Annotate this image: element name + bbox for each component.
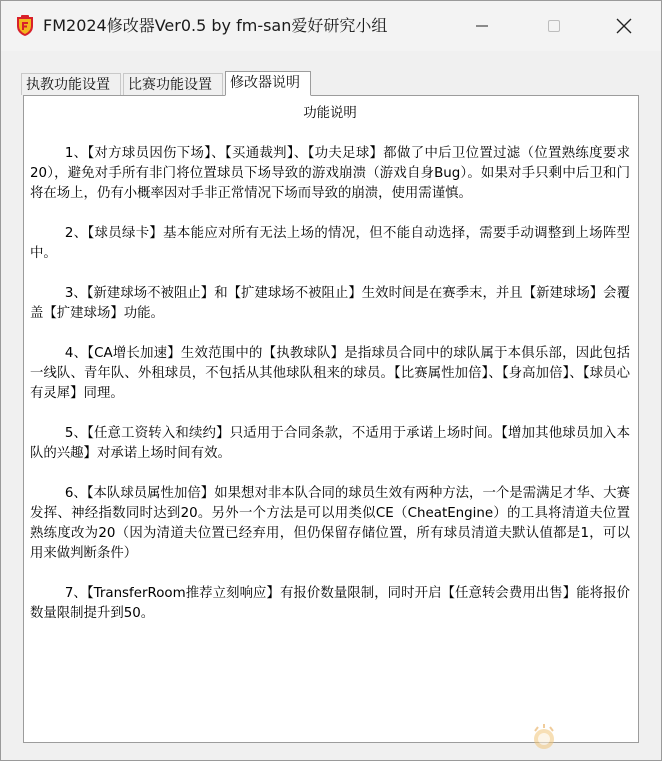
- minimize-button[interactable]: [459, 1, 505, 51]
- fm-shield-icon: [15, 15, 35, 37]
- tab-match-settings[interactable]: 比赛功能设置: [123, 73, 223, 95]
- instruction-paragraph: 3、【新建球场不被阻止】和【扩建球场不被阻止】生效时间是在赛季末，并且【新建球场】会覆盖【扩建球场】功能。: [30, 286, 630, 321]
- instruction-paragraph: 5、【任意工资转入和续约】只适用于合同条款，不适用于承诺上场时间。【增加其他球员加入本队的兴趣】对承诺上场时间有效。: [30, 426, 630, 461]
- title-bar[interactable]: [1, 1, 661, 51]
- instruction-paragraph: 7、【TransferRoom推荐立刻响应】有报价数量限制，同时开启【任意转会费用出售】能将报价数量限制提升到50。: [30, 586, 630, 621]
- instructions-text: [30, 104, 630, 644]
- minimize-icon: [475, 19, 489, 33]
- close-icon: [616, 18, 632, 34]
- maximize-button[interactable]: [531, 1, 577, 51]
- close-button[interactable]: [601, 1, 647, 51]
- watermark-logo-icon: [529, 723, 559, 753]
- window-title: FM2024修改器Ver0.5 by fm-san爱好研究小组: [43, 16, 388, 35]
- instructions-panel[interactable]: [23, 95, 639, 743]
- instruction-paragraph: 1、【对方球员因伤下场】、【买通裁判】、【功夫足球】都做了中后卫位置过滤（位置熟练度要求20），避免对手所有非门将位置球员下场导致的游戏崩溃（游戏自身Bug）。如果对手只剩中后卫和门将在场上，仍有小概率因对手非正常情况下场而导致的崩溃，使用需谨慎。: [30, 146, 630, 201]
- watermark: [529, 721, 659, 755]
- instruction-paragraph: 4、【CA增长加速】生效范围中的【执教球队】是指球员合同中的球队属于本俱乐部，因此包括一线队、青年队、外租球员，不包括从其他球队租来的球员。【比赛属性加倍】、【身高加倍】、【球员心有灵犀】同理。: [30, 346, 630, 401]
- maximize-icon: [547, 19, 561, 33]
- tab-coaching-settings[interactable]: 执教功能设置: [21, 73, 121, 95]
- doc-title: 功能说明: [303, 106, 357, 121]
- instruction-paragraph: 6、【本队球员属性加倍】如果想对非本队合同的球员生效有两种方法，一个是需满足才华、大赛发挥、神经指数同时达到20。另外一个方法是可以用类似CE（CheatEngine）的工具将清道夫位置熟练度改为20（因为清道夫位置已经弃用，但仍保留存储位置，所有球员清道夫默认值都是1，可以用来做判断条件）: [30, 486, 630, 561]
- tab-trainer-instructions[interactable]: 修改器说明: [225, 71, 311, 96]
- instruction-paragraph: 2、【球员绿卡】基本能应对所有无法上场的情况，但不能自动选择，需要手动调整到上场阵型中。: [30, 226, 630, 261]
